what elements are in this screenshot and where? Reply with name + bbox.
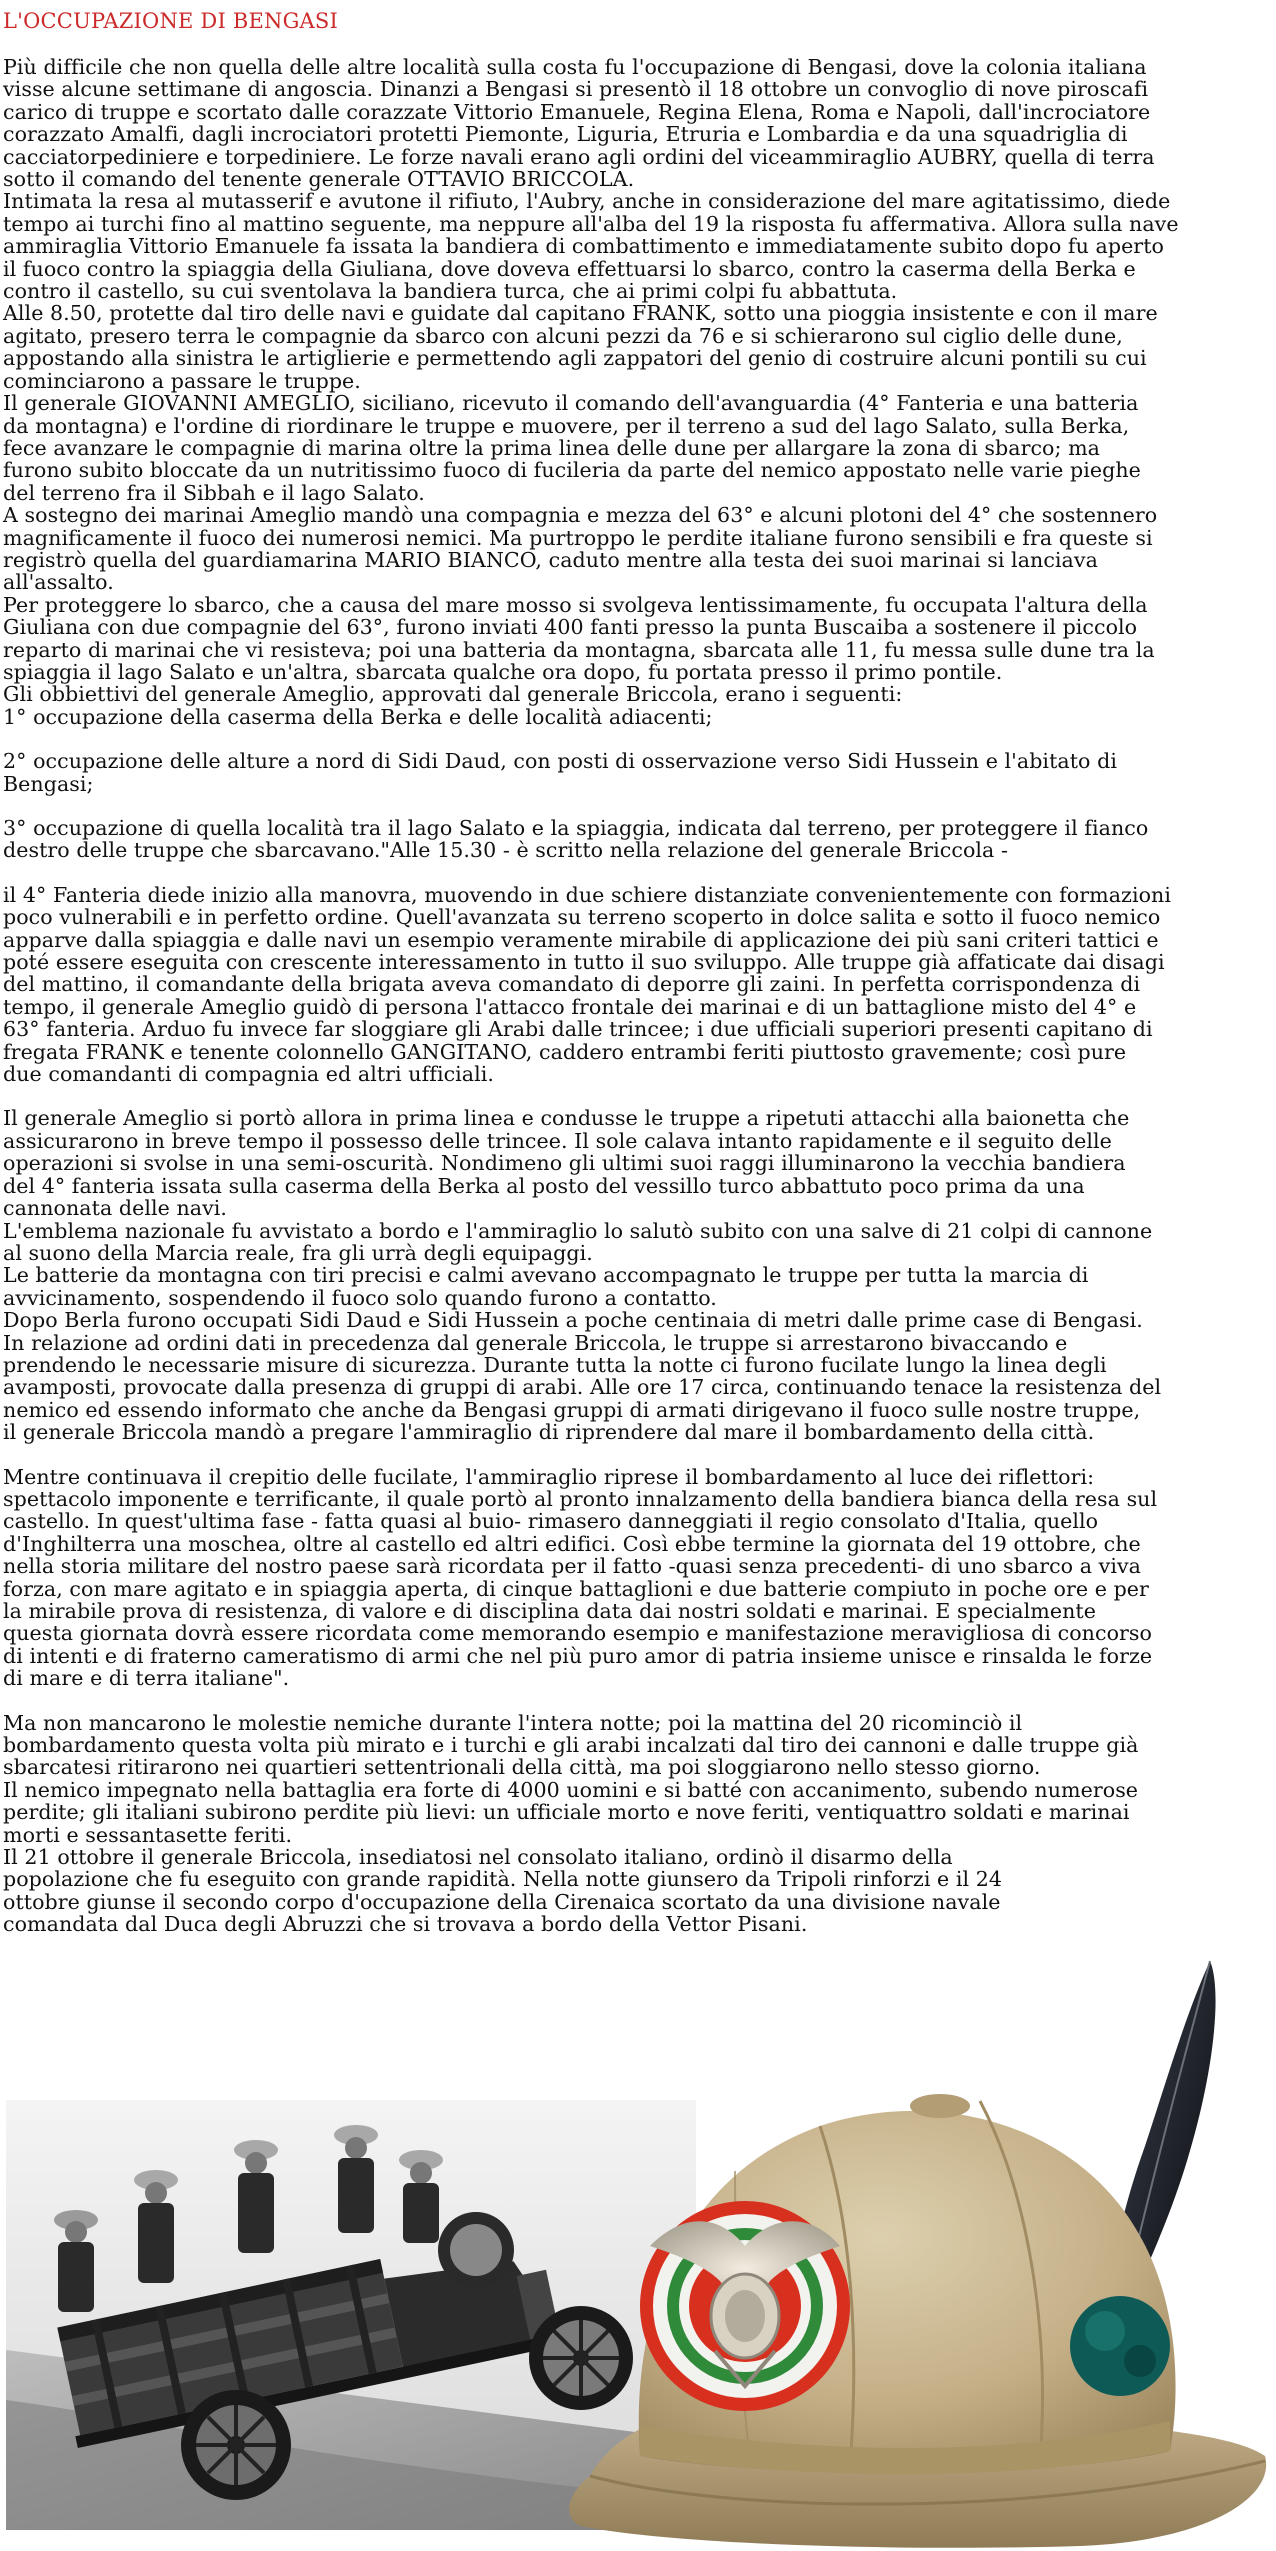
paragraph: Per proteggere lo sbarco, che a causa del mare mosso si svolgeva lentissimamente, fu occupata l'altura della Giuliana con due compagnie del 63°, furono inviati 400 fanti presso la punta Buscaiba a sostenere il piccolo reparto di marinai che vi resisteva; poi una batteria da montagna, sbarcata alle 11, fu messa sulle dune tra la spiaggia il lago Salato e un'altra, sbarcata qualche ora dopo, fu portata presso il primo pontile. <box>3 592 1155 684</box>
paragraph: Più difficile che non quella delle altre località sulla costa fu l'occupazione di Bengasi, dove la colonia italiana visse alcune settimane di angoscia. Dinanzi a Bengasi si presentò il 18 ottobre un convoglio di nove piroscafi carico di truppe e scortato dalle corazzate Vittorio Emanuele, Regina Elena, Roma e Napoli, dall'incrociatore corazzato Amalfi, dagli incrociatori protetti Piemonte, Liguria, Etruria e Lombardia e da una squadriglia di cacciatorpediniere e torpediniere. Le forze navali erano agli ordini del viceammiraglio AUBRY, quella di terra sotto il comando del tenente generale OTTAVIO BRICCOLA. <box>3 55 1155 192</box>
paragraph: Alle 8.50, protette dal tiro delle navi e guidate dal capitano FRANK, sotto una pioggia insistente e con il mare agitato, presero terra le compagnie da sbarco con alcuni pezzi da 76 e si schierarono sul ciglio delle dune, appostando alla sinistra le artiglierie e permettendo agli zappatori del genio di costruire alcuni pontili su cui cominciarono a passare le truppe. <box>3 301 1158 393</box>
paragraph: Il generale Ameglio si portò allora in prima linea e condusse le truppe a ripetuti attacchi alla baionetta che assicurarono in breve tempo il possesso delle trincee. Il sole calava intanto rapidamente e il seguito delle operazioni si svolse in una semi-oscurità. Nondimeno gli ultimi suoi raggi illuminarono la vecchia bandiera del 4° fanteria issata sulla caserma della Berka al posto del vessillo turco abbattuto poco prima da una cannonata delle navi. <box>3 1106 1130 1221</box>
paragraph: A sostegno dei marinai Ameglio mandò una compagnia e mezza del 63° e alcuni plotoni del 4° che sostennero magnificamente il fuoco dei numerosi nemici. Ma purtroppo le perdite italiane furono sensibili e fra queste si registrò quella del guardiamarina MARIO BIANCO, caduto mentre alla testa dei suoi marinai si lanciava all'assalto. <box>3 503 1158 595</box>
paragraph: 3° occupazione di quella località tra il lago Salato e la spiaggia, indicata dal terreno, per proteggere il fianco destro delle truppe che sbarcavano."Alle 15.30 - è scritto nella relazione del generale Briccola - <box>3 816 1149 863</box>
helmet-icon <box>520 1956 1276 2551</box>
paragraph: Dopo Berla furono occupati Sidi Daud e Sidi Hussein a poche centinaia di metri dalle prime case di Bengasi. In relazione ad ordini dati in precedenza dal generale Briccola, le truppe si arrestarono bivaccando e prendendo le necessarie misure di sicurezza. Durante tutta la notte ci furono fucilate lungo la linea degli avamposti, provocate dalla presenza di gruppi di arabi. Alle ore 17 circa, continuando tenace la resistenza del nemico ed essendo informato che anche da Bengasi gruppi di armati dirigevano il fuoco sulle nostre truppe, il generale Briccola mandò a pregare l'ammiraglio di riprendere dal mare il bombardamento della città. <box>3 1308 1162 1445</box>
paragraph: Mentre continuava il crepitio delle fucilate, l'ammiraglio riprese il bombardamento al luce dei riflettori: spettacolo imponente e terrificante, il quale portò al pronto innalzamento della bandiera bianca della resa sul castello. In quest'ultima fase - fatta quasi al buio- rimasero danneggiati il regio consolato d'Italia, quello d'Inghilterra una moschea, oltre al castello ed altri edifici. Così ebbe termine la giornata del 19 ottobre, che nella storia militare del nostro paese sarà ricordata per il fatto -quasi senza precedenti- di uno sbarco a viva forza, con mare agitato e in spiaggia aperta, di cinque battaglioni e due batterie compiuto in poche ore e per la mirabile prova di resistenza, di valore e di disciplina data dai nostri soldati e marinai. E specialmente questa giornata dovrà essere ricordata come memorando esempio e manifestazione meravigliosa di concorso di intenti e di fraterno cameratismo di armi che nel più puro amor di patria insieme unisce e rinsalda le forze di mare e di terra italiane". <box>3 1464 1158 1691</box>
paragraph: Le batterie da montagna con tiri precisi e calmi avevano accompagnato le truppe per tutta la marcia di avvicinamento, sospendendo il fuoco solo quando furono a contatto. <box>3 1263 1089 1310</box>
paragraph: Intimata la resa al mutasserif e avutone il rifiuto, l'Aubry, anche in considerazione del mare agitatissimo, diede tempo ai turchi fino al mattino seguente, ma neppure all'alba del 19 la risposta fu affermativa. Allora sulla nave ammiraglia Vittorio Emanuele fa issata la bandiera di combattimento e immediatamente subito dopo fu aperto il fuoco contro la spiaggia della Giuliana, dove doveva effettuarsi lo sbarco, contro la caserma della Berka e contro il castello, su cui sventolava la bandiera turca, che ai primi colpi fu abbattuta. <box>3 189 1179 304</box>
paragraph: Gli obbiettivi del generale Ameglio, approvati dal generale Briccola, erano i seguenti: 1° occupazione della caserma della Berka e delle località adiacenti; <box>3 682 903 729</box>
paragraph: 2° occupazione delle alture a nord di Sidi Daud, con posti di osservazione verso Sidi Hussein e l'abitato di Bengasi; <box>3 749 1117 796</box>
paragraph: il 4° Fanteria diede inizio alla manovra, muovendo in due schiere distanziate convenientemente con formazioni poco vulnerabili e in perfetto ordine. Quell'avanzata su terreno scoperto in dolce salita e sotto il fuoco nemico apparve dalla spiaggia e dalle navi un esempio veramente mirabile di applicazione dei più sani criteri tattici e poté essere eseguita con crescente interessamento in tutto il suo sviluppo. Alle truppe già affaticate dai disagi del mattino, il comandante della brigata aveva comandato di deporre gli zaini. In perfetta corrispondenza di tempo, il generale Ameglio guidò di persona l'attacco frontale dei marinai e di un battaglione misto del 4° e 63° fanteria. Arduo fu invece far sloggiare gli Arabi dalle trincee; i due ufficiali superiori presenti capitano di fregata FRANK e tenente colonnello GANGITANO, caddero entrambi feriti piuttosto gravemente; così pure due comandanti di compagnia ed altri ufficiali. <box>3 882 1171 1087</box>
article-body <box>3 56 1273 1936</box>
paragraph: Il generale GIOVANNI AMEGLIO, siciliano, ricevuto il comando dell'avanguardia (4° Fanteria e una batteria da montagna) e l'ordine di riordinare le truppe e muovere, per il terreno a sud del lago Salato, sulla Berka, fece avanzare le compagnie di marina oltre la prima linea delle dune per allargare la zona di sbarco; ma furono subito bloccate da un nutritissimo fuoco di fucileria da parte del nemico appostato nelle varie pieghe del terreno fra il Sibbah e il lago Salato. <box>3 391 1141 505</box>
paragraph: Il 21 ottobre il generale Briccola, insediatosi nel consolato italiano, ordinò il disarmo della popolazione che fu eseguito con grande rapidità. Nella notte giunsero da Tripoli rinforzi e il 24 ottobre giunse il secondo corpo d'occupazione della Cirenaica scortato da una divisione navale comandata dal Duca degli Abruzzi che si trovava a bordo della Vettor Pisani. <box>3 1845 1003 1937</box>
page-title: L'OCCUPAZIONE DI BENGASI <box>3 9 338 33</box>
paragraph: Il nemico impegnato nella battaglia era forte di 4000 uomini e si batté con accanimento, subendo numerose perdite; gli italiani subirono perdite più lievi: un ufficiale morto e nove feriti, ventiquattro soldati e marinai morti e sessantasette feriti. <box>3 1777 1139 1847</box>
photo-area <box>0 2086 1276 2551</box>
paragraph: Ma non mancarono le molestie nemiche durante l'intera notte; poi la mattina del 20 ricominciò il bombardamento questa volta più mirato e i turchi e gli arabi incalzati dal tiro dei cannoni e dalle truppe già sbarcatesi ritirarono nei quartieri settentrionali della città, ma poi sloggiarono nello stesso giorno. <box>3 1710 1139 1780</box>
paragraph: L'emblema nazionale fu avvistato a bordo e l'ammiraglio lo salutò subito con una salve di 21 colpi di cannone al suono della Marcia reale, fra gli urrà degli equipaggi. <box>3 1218 1153 1265</box>
